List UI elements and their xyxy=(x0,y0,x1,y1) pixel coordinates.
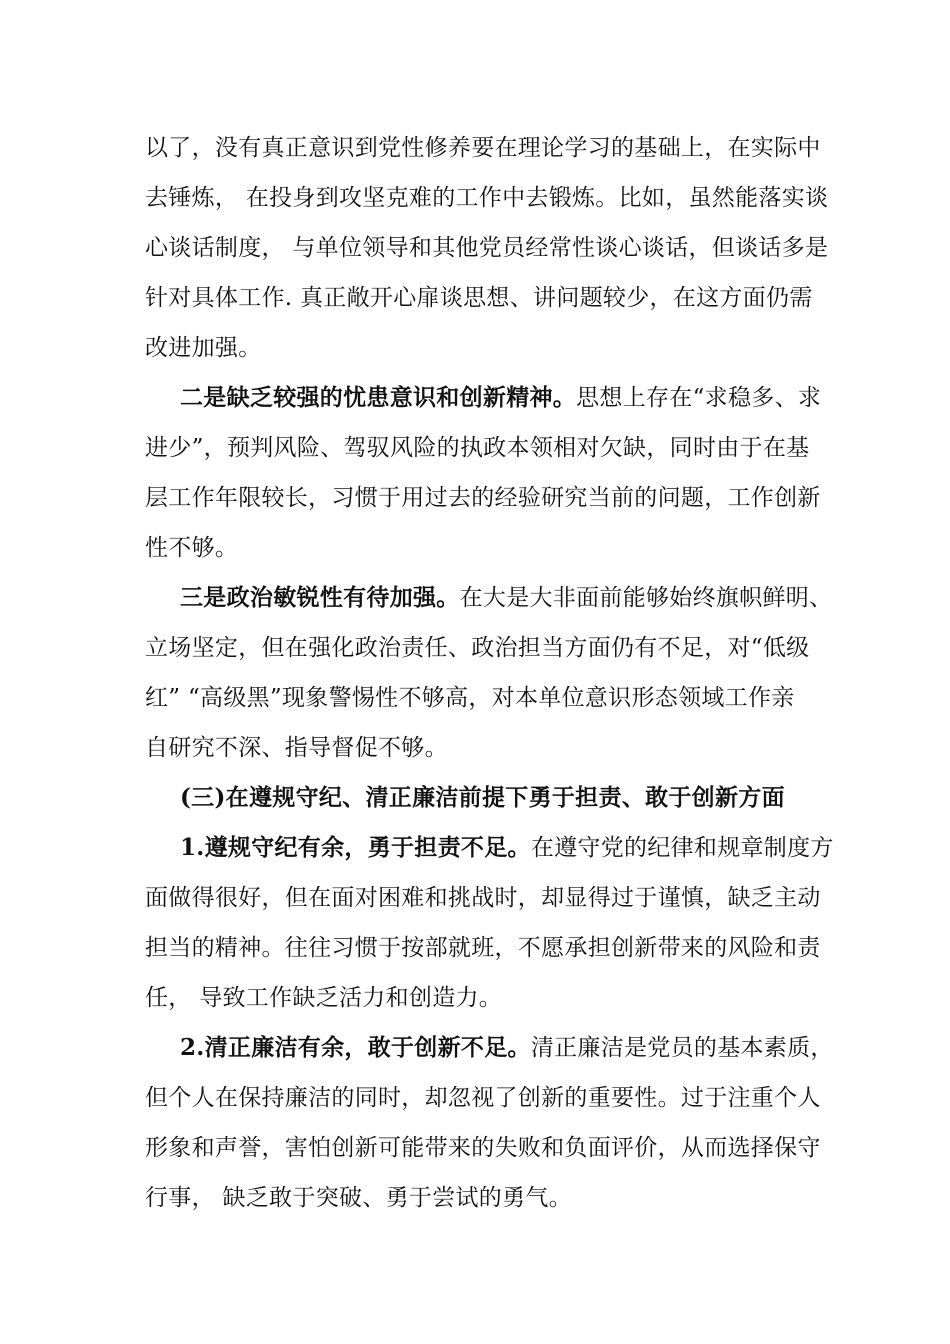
para1-line-5: 改进加强。 xyxy=(145,335,262,361)
para2-line-2: 进少”，预判风险、驾驭风险的执政本领相对欠缺，同时由于在基 xyxy=(145,435,810,461)
para4-line-2: 面做得很好，但在面对困难和挑战时，却显得过于谨慎，缺乏主动 xyxy=(145,885,821,911)
para3-line-3: 红” “高级黑”现象警惕性不够高，对本单位意识形态领域工作亲 xyxy=(145,685,795,711)
para3-heading: 三是政治敏锐性有待加强。 xyxy=(180,584,460,611)
para4-line-3: 担当的精神。往往习惯于按部就班，不愿承担创新带来的风险和责 xyxy=(145,935,821,961)
para3-line-2: 立场坚定，但在强化政治责任、政治担当方面仍有不足，对“低级 xyxy=(145,635,810,661)
para5-line-2: 但个人在保持廉洁的同时，却忽视了创新的重要性。过于注重个人 xyxy=(145,1085,821,1111)
section-heading: (三)在遵规守纪、清正廉洁前提下勇于担责、敢于创新方面 xyxy=(180,784,785,811)
para2-first-line xyxy=(180,378,825,418)
para3-line-4: 自研究不深、指导督促不够。 xyxy=(145,735,448,761)
para2-heading: 二是缺乏较强的忧患意识和创新精神。 xyxy=(180,384,577,411)
para4-line-4: 任， 导致工作缺乏活力和创造力。 xyxy=(145,985,503,1011)
para1-line-4: 针对具体工作. 真正敞开心扉谈思想、讲问题较少，在这方面仍需 xyxy=(145,285,813,311)
para4-first-rest: 在遵守党的纪律和规章制度方 xyxy=(530,835,834,861)
para5-first-rest: 清正廉洁是党员的基本素质， xyxy=(530,1035,834,1061)
para5-first-line xyxy=(180,1028,834,1068)
para4-heading: 1.遵规守纪有余，勇于担责不足。 xyxy=(180,834,531,861)
para5-heading: 2.清正廉洁有余，敢于创新不足。 xyxy=(180,1034,531,1061)
para2-first-rest: 思想上存在“求稳多、求 xyxy=(576,385,822,411)
para5-line-4: 行事， 缺乏敢于突破、勇于尝试的勇气。 xyxy=(145,1185,573,1211)
para2-line-4: 性不够。 xyxy=(145,535,239,561)
para3-first-line xyxy=(180,578,833,618)
para1-line-1: 以了，没有真正意识到党性修养要在理论学习的基础上，在实际中 xyxy=(145,135,821,161)
para4-first-line xyxy=(180,828,834,868)
para2-line-3: 层工作年限较长，习惯于用过去的经验研究当前的问题，工作创新 xyxy=(145,485,821,511)
para1-line-3: 心谈话制度， 与单位领导和其他党员经常性谈心谈话，但谈话多是 xyxy=(145,235,829,261)
para5-line-3: 形象和声誉，害怕创新可能带来的失败和负面评价，从而选择保守 xyxy=(145,1135,821,1161)
para3-first-rest: 在大是大非面前能够始终旗帜鲜明、 xyxy=(459,585,833,611)
para1-line-2: 去锤炼， 在投身到攻坚克难的工作中去锻炼。比如，虽然能落实谈 xyxy=(145,185,829,211)
